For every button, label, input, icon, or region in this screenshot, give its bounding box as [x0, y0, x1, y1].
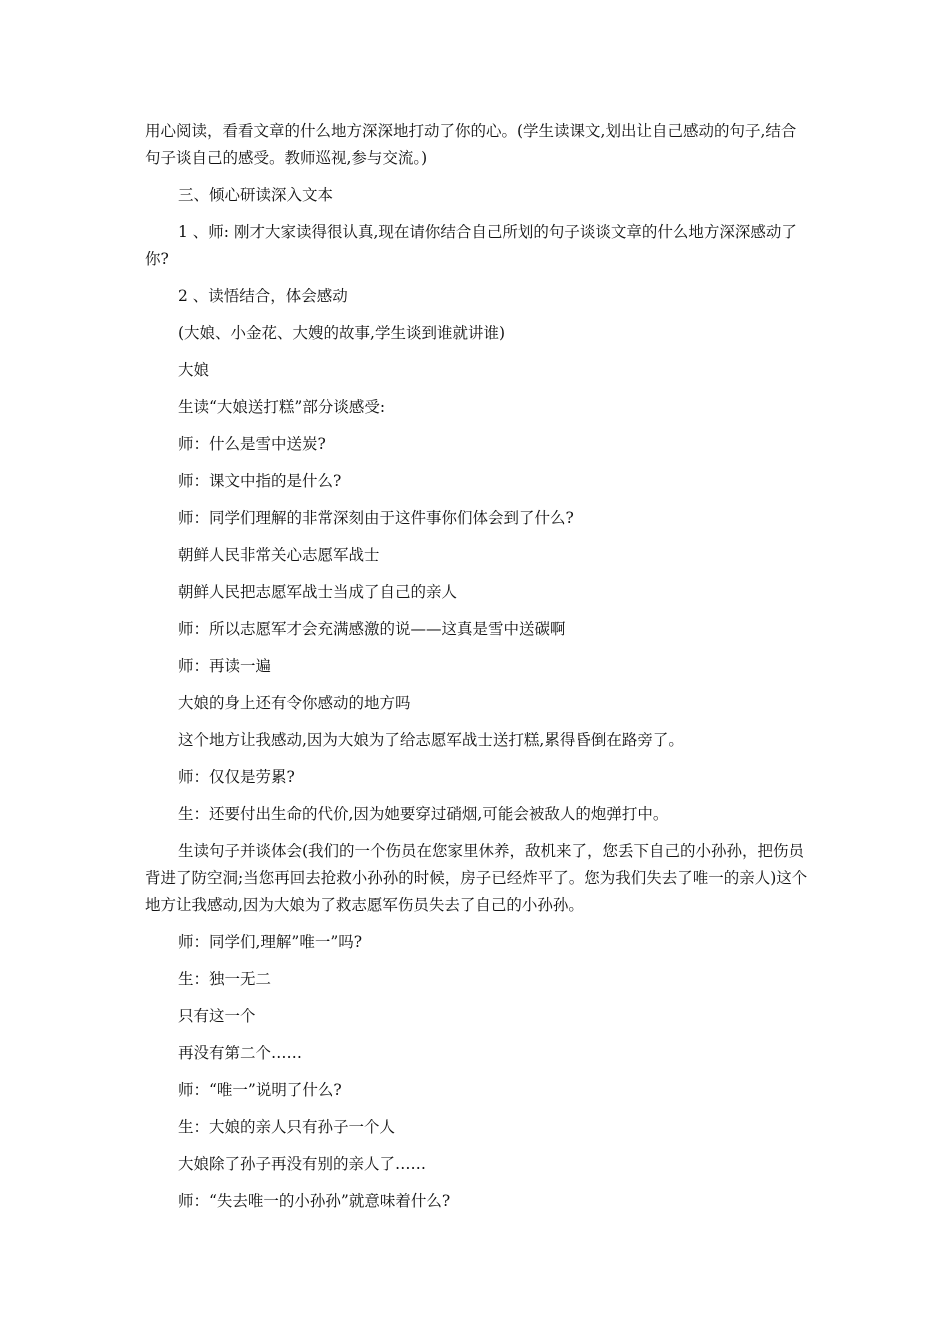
paragraph: 朝鲜人民把志愿军战士当成了自己的亲人: [178, 583, 458, 601]
paragraph: 朝鲜人民非常关心志愿军战士: [178, 546, 380, 564]
paragraph: 生：独一无二: [178, 970, 272, 988]
paragraph: 大娘除了孙子再没有别的亲人了……: [178, 1155, 427, 1173]
paragraph: 师：所以志愿军才会充满感激的说——这真是雪中送碳啊: [178, 620, 566, 638]
paragraph: 生：还要付出生命的代价,因为她要穿过硝烟,可能会被敌人的炮弹打中。: [178, 805, 669, 823]
paragraph: 大娘: [178, 361, 210, 379]
document-body: [145, 118, 811, 1225]
paragraph: 师：再读一遍: [178, 657, 272, 675]
paragraph: 师：同学们,理解”唯一”吗?: [178, 933, 363, 951]
paragraph: (大娘、小金花、大嫂的故事,学生谈到谁就讲谁): [178, 324, 506, 342]
paragraph: 师：什么是雪中送炭?: [178, 435, 326, 453]
paragraph: 三、倾心研读深入文本: [178, 186, 334, 204]
paragraph: 再没有第二个……: [178, 1044, 303, 1062]
paragraph: 大娘的身上还有令你感动的地方吗: [178, 694, 411, 712]
paragraph: 生：大娘的亲人只有孙子一个人: [178, 1118, 396, 1136]
paragraph: 生读“大娘送打糕”部分谈感受:: [178, 398, 386, 416]
paragraph: 这个地方让我感动,因为大娘为了给志愿军战士送打糕,累得昏倒在路旁了。: [178, 731, 684, 749]
paragraph: 师：“失去唯一的小孙孙”就意味着什么?: [178, 1192, 451, 1210]
paragraph: 师：“唯一”说明了什么?: [178, 1081, 342, 1099]
paragraph: 生读句子并谈体会(我们的一个伤员在您家里休养，敌机来了，您丢下自己的小孙孙，把伤员背进了防空洞;当您再回去抢救小孙孙的时候，房子已经炸平了。您为我们失去了唯一的亲人)这个地方让我感动,因为大娘为了救志愿军伤员失去了自己的小孙孙。: [145, 842, 808, 914]
paragraph: 1 、师: 刚才大家读得很认真,现在请你结合自己所划的句子谈谈文章的什么地方深深感动了你?: [145, 223, 797, 268]
paragraph: 只有这一个: [178, 1007, 256, 1025]
paragraph: 用心阅读，看看文章的什么地方深深地打动了你的心。(学生读课文,划出让自己感动的句子,结合句子谈自己的感受。教师巡视,参与交流。): [145, 122, 797, 167]
paragraph: 2 、读悟结合，体会感动: [178, 287, 348, 305]
paragraph: 师：同学们理解的非常深刻由于这件事你们体会到了什么?: [178, 509, 574, 527]
paragraph: 师：仅仅是劳累?: [178, 768, 295, 786]
paragraph: 师：课文中指的是什么?: [178, 472, 342, 490]
